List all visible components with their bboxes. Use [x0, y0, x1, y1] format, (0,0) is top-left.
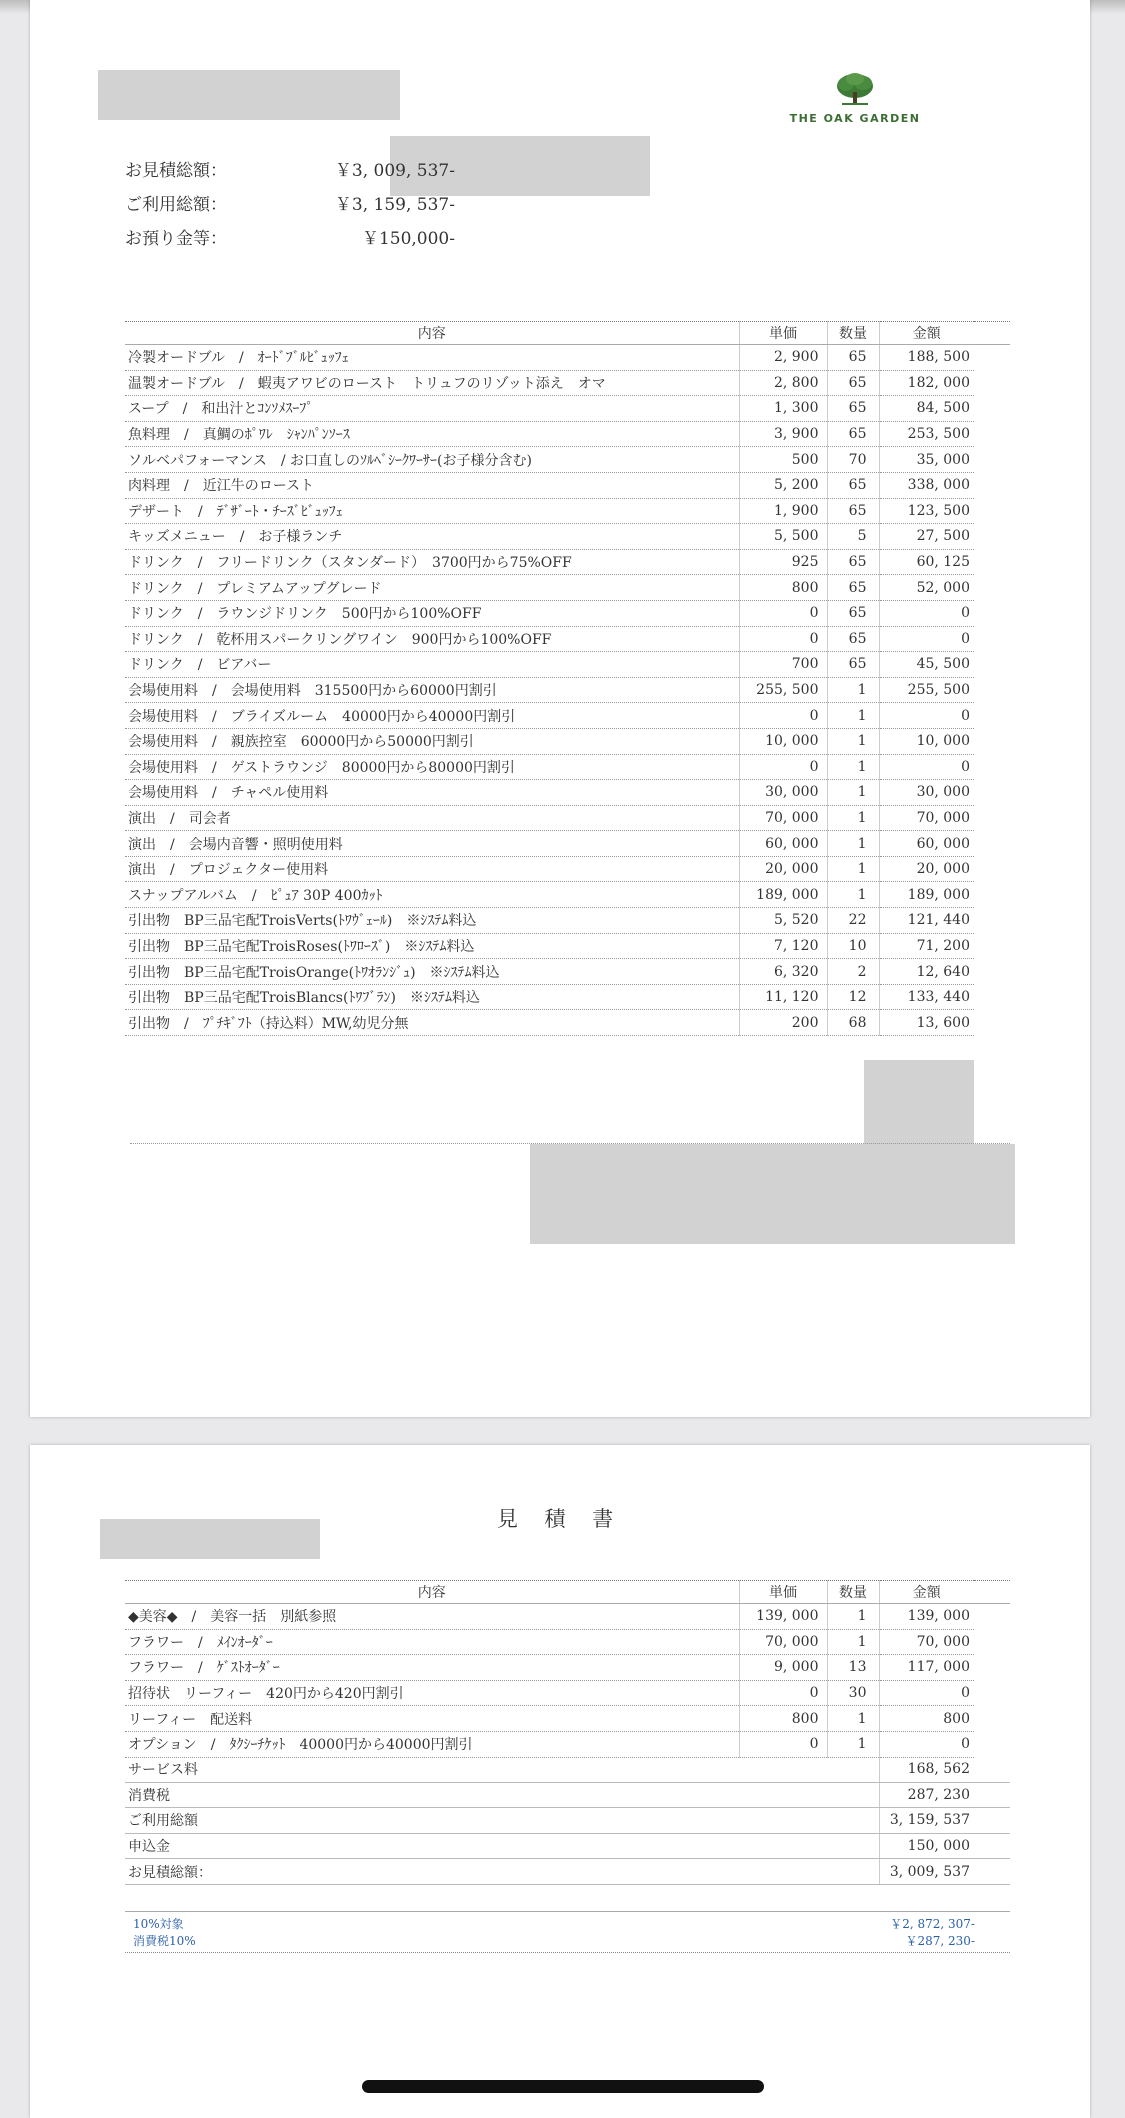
item-unit-price: 2, 900 [739, 345, 827, 371]
item-unit-price: 925 [739, 549, 827, 575]
item-amount: 13, 600 [879, 1010, 974, 1036]
table-row [125, 908, 1010, 934]
row-spacer [974, 1859, 1010, 1885]
item-quantity: 70 [827, 447, 879, 473]
item-quantity: 1 [827, 754, 879, 780]
item-content: フラワー / ｹﾞｽﾄｵｰﾀﾞｰ [125, 1655, 739, 1681]
table-row [125, 959, 1010, 985]
row-spacer [974, 549, 1010, 575]
item-quantity: 65 [827, 549, 879, 575]
row-spacer [974, 1757, 1010, 1782]
row-spacer [974, 1604, 1010, 1630]
item-amount: 52, 000 [879, 575, 974, 601]
item-content: 会場使用料 / 親族控室 60000円から50000円割引 [125, 728, 739, 754]
item-unit-price: 70, 000 [739, 805, 827, 831]
row-spacer [974, 1629, 1010, 1655]
item-amount: 71, 200 [879, 933, 974, 959]
table-header-row [125, 322, 1010, 345]
table-row [125, 370, 1010, 396]
table-row [125, 652, 1010, 678]
row-spacer [974, 959, 1010, 985]
tax-note-value: ￥2, 872, 307- [890, 1917, 975, 1931]
item-unit-price: 700 [739, 652, 827, 678]
item-content: 会場使用料 / ブライズルーム 40000円から40000円割引 [125, 703, 739, 729]
total-value: ￥3, 009, 537- [334, 161, 455, 181]
table-row [125, 549, 1010, 575]
redacted-block [100, 1519, 320, 1559]
item-amount: 60, 125 [879, 549, 974, 575]
row-spacer [974, 805, 1010, 831]
item-amount: 84, 500 [879, 396, 974, 422]
item-amount: 70, 000 [879, 805, 974, 831]
oak-tree-icon [834, 72, 876, 106]
item-content: 演出 / プロジェクター使用料 [125, 856, 739, 882]
item-amount: 182, 000 [879, 370, 974, 396]
item-amount: 27, 500 [879, 524, 974, 550]
row-spacer [974, 728, 1010, 754]
summary-row [125, 1859, 1010, 1885]
row-spacer [974, 1010, 1010, 1036]
redacted-block [864, 1060, 974, 1144]
item-amount: 10, 000 [879, 728, 974, 754]
header-unit-price: 単価 [739, 1581, 827, 1604]
item-content: ◆美容◆ / 美容一括 別紙参照 [125, 1604, 739, 1630]
item-unit-price: 1, 900 [739, 498, 827, 524]
row-spacer [974, 908, 1010, 934]
item-quantity: 65 [827, 421, 879, 447]
item-unit-price: 30, 000 [739, 780, 827, 806]
table-row [125, 396, 1010, 422]
table-row [125, 524, 1010, 550]
item-amount: 45, 500 [879, 652, 974, 678]
table-row [125, 933, 1010, 959]
table-row [125, 856, 1010, 882]
item-amount: 0 [879, 754, 974, 780]
item-unit-price: 800 [739, 1706, 827, 1732]
item-quantity: 1 [827, 805, 879, 831]
summary-value: 150, 000 [879, 1833, 974, 1859]
summary-row [125, 1833, 1010, 1859]
row-spacer [974, 370, 1010, 396]
table-row [125, 575, 1010, 601]
item-quantity: 1 [827, 831, 879, 857]
table-row [125, 984, 1010, 1010]
row-spacer [974, 447, 1010, 473]
item-content: リーフィー 配送料 [125, 1706, 739, 1732]
item-unit-price: 60, 000 [739, 831, 827, 857]
row-spacer [974, 933, 1010, 959]
item-content: デザート / ﾃﾞｻﾞｰﾄ・ﾁｰｽﾞﾋﾞｭｯﾌｪ [125, 498, 739, 524]
summary-value: 3, 159, 537 [879, 1808, 974, 1834]
item-amount: 121, 440 [879, 908, 974, 934]
table-row [125, 805, 1010, 831]
item-quantity: 1 [827, 1706, 879, 1732]
item-amount: 188, 500 [879, 345, 974, 371]
total-value: ￥3, 159, 537- [334, 195, 455, 215]
header-quantity: 数量 [827, 1581, 879, 1604]
logo-text: THE OAK GARDEN [789, 112, 921, 125]
item-amount: 253, 500 [879, 421, 974, 447]
item-content: 冷製オードブル / ｵｰﾄﾞﾌﾞﾙﾋﾞｭｯﾌｪ [125, 345, 739, 371]
item-content: 引出物 BP三品宅配TroisVerts(ﾄﾜｳﾞｪｰﾙ) ※ｼｽﾃﾑ料込 [125, 908, 739, 934]
item-unit-price: 70, 000 [739, 1629, 827, 1655]
item-unit-price: 0 [739, 626, 827, 652]
item-content: 会場使用料 / ゲストラウンジ 80000円から80000円割引 [125, 754, 739, 780]
item-content: 引出物 BP三品宅配TroisOrange(ﾄﾜｵﾗﾝｼﾞｭ) ※ｼｽﾃﾑ料込 [125, 959, 739, 985]
item-unit-price: 1, 300 [739, 396, 827, 422]
item-amount: 70, 000 [879, 1629, 974, 1655]
tax-note-label: 消費税10% [133, 1934, 196, 1948]
table-row [125, 1629, 1010, 1655]
summary-label: ご利用総額 [125, 1808, 879, 1834]
row-spacer [974, 882, 1010, 908]
item-content: オプション / ﾀｸｼｰﾁｹｯﾄ 40000円から40000円割引 [125, 1731, 739, 1757]
item-quantity: 10 [827, 933, 879, 959]
row-spacer [974, 472, 1010, 498]
item-quantity: 65 [827, 345, 879, 371]
item-unit-price: 255, 500 [739, 677, 827, 703]
row-spacer [974, 1706, 1010, 1732]
item-unit-price: 2, 800 [739, 370, 827, 396]
item-quantity: 1 [827, 1731, 879, 1757]
item-content: ドリンク / フリードリンク（スタンダード） 3700円から75%OFF [125, 549, 739, 575]
item-content: 会場使用料 / 会場使用料 315500円から60000円割引 [125, 677, 739, 703]
table-row [125, 1680, 1010, 1706]
summary-value: 168, 562 [879, 1757, 974, 1782]
item-content: 魚料理 / 真鯛のﾎﾟﾜﾚ ｼｬﾝﾊﾟﾝｿｰｽ [125, 421, 739, 447]
item-content: 演出 / 会場内音響・照明使用料 [125, 831, 739, 857]
total-estimate-row [125, 154, 455, 188]
row-spacer [974, 856, 1010, 882]
item-content: ドリンク / プレミアムアップグレード [125, 575, 739, 601]
summary-body [125, 1757, 1010, 1884]
table-row [125, 1010, 1010, 1036]
logo [785, 72, 925, 125]
item-amount: 0 [879, 703, 974, 729]
item-amount: 338, 000 [879, 472, 974, 498]
table-row [125, 728, 1010, 754]
item-quantity: 1 [827, 1604, 879, 1630]
table-row [125, 447, 1010, 473]
total-value: ￥150,000- [361, 229, 455, 249]
header-unit-price: 単価 [739, 322, 827, 345]
item-unit-price: 0 [739, 703, 827, 729]
row-spacer [974, 626, 1010, 652]
item-content: 温製オードブル / 蝦夷アワビのロースト トリュフのリゾット添え オマ [125, 370, 739, 396]
summary-row [125, 1808, 1010, 1834]
table-row [125, 345, 1010, 371]
table-row [125, 1731, 1010, 1757]
item-unit-price: 189, 000 [739, 882, 827, 908]
home-indicator[interactable] [362, 2080, 764, 2093]
item-content: 肉料理 / 近江牛のロースト [125, 472, 739, 498]
row-spacer [974, 1782, 1010, 1808]
row-spacer [974, 1655, 1010, 1681]
item-quantity: 65 [827, 652, 879, 678]
total-label: ご利用総額： [125, 195, 227, 215]
tax-note-row [125, 1933, 1010, 1950]
item-content: ドリンク / ラウンジドリンク 500円から100%OFF [125, 600, 739, 626]
item-quantity: 1 [827, 882, 879, 908]
item-quantity: 1 [827, 1629, 879, 1655]
totals-summary [125, 154, 455, 256]
item-unit-price: 800 [739, 575, 827, 601]
header-amount: 金額 [879, 322, 974, 345]
item-unit-price: 9, 000 [739, 1655, 827, 1681]
item-unit-price: 5, 520 [739, 908, 827, 934]
summary-value: 3, 009, 537 [879, 1859, 974, 1885]
item-unit-price: 5, 200 [739, 472, 827, 498]
item-amount: 117, 000 [879, 1655, 974, 1681]
item-quantity: 68 [827, 1010, 879, 1036]
item-amount: 189, 000 [879, 882, 974, 908]
item-unit-price: 6, 320 [739, 959, 827, 985]
item-quantity: 1 [827, 780, 879, 806]
header-content: 内容 [125, 1581, 739, 1604]
item-quantity: 1 [827, 728, 879, 754]
estimate-items-table-2 [125, 1580, 1010, 1758]
item-quantity: 30 [827, 1680, 879, 1706]
item-unit-price: 20, 000 [739, 856, 827, 882]
table-row [125, 677, 1010, 703]
row-spacer [974, 677, 1010, 703]
table-row [125, 882, 1010, 908]
tax-note-value: ￥287, 230- [905, 1934, 975, 1948]
item-content: ソルベパフォーマンス / お口直しのｿﾙﾍﾞｼｰｸﾜｰｻｰ(お子様分含む) [125, 447, 739, 473]
item-amount: 0 [879, 1680, 974, 1706]
row-spacer [974, 780, 1010, 806]
tax-note-row [125, 1916, 1010, 1933]
summary-label: お見積総額： [125, 1859, 879, 1885]
total-label: お預り金等： [125, 229, 227, 249]
table-row [125, 754, 1010, 780]
item-quantity: 65 [827, 600, 879, 626]
estimate-page-1 [30, 0, 1090, 1417]
tax-note [125, 1911, 1010, 1953]
total-label: お見積総額： [125, 161, 227, 181]
item-content: 引出物 BP三品宅配TroisRoses(ﾄﾜﾛｰｽﾞ) ※ｼｽﾃﾑ料込 [125, 933, 739, 959]
table-row [125, 1706, 1010, 1732]
item-unit-price: 0 [739, 1680, 827, 1706]
item-unit-price: 3, 900 [739, 421, 827, 447]
summary-table [125, 1757, 1010, 1885]
item-unit-price: 200 [739, 1010, 827, 1036]
total-usage-row [125, 188, 455, 222]
table-row [125, 1604, 1010, 1630]
table-row [125, 780, 1010, 806]
item-amount: 800 [879, 1706, 974, 1732]
item-amount: 0 [879, 1731, 974, 1757]
table-row [125, 600, 1010, 626]
summary-row [125, 1757, 1010, 1782]
row-spacer [974, 600, 1010, 626]
item-content: 会場使用料 / チャペル使用料 [125, 780, 739, 806]
row-spacer [974, 396, 1010, 422]
item-amount: 30, 000 [879, 780, 974, 806]
row-spacer [974, 831, 1010, 857]
item-quantity: 1 [827, 677, 879, 703]
row-spacer [974, 498, 1010, 524]
table-row [125, 703, 1010, 729]
item-unit-price: 0 [739, 754, 827, 780]
item-amount: 255, 500 [879, 677, 974, 703]
item-quantity: 65 [827, 472, 879, 498]
item-amount: 133, 440 [879, 984, 974, 1010]
item-amount: 139, 000 [879, 1604, 974, 1630]
row-spacer [974, 1833, 1010, 1859]
item-unit-price: 5, 500 [739, 524, 827, 550]
row-spacer [974, 703, 1010, 729]
item-content: 引出物 BP三品宅配TroisBlancs(ﾄﾜﾌﾞﾗﾝ) ※ｼｽﾃﾑ料込 [125, 984, 739, 1010]
item-content: キッズメニュー / お子様ランチ [125, 524, 739, 550]
redacted-block [98, 70, 400, 120]
item-quantity: 65 [827, 370, 879, 396]
item-quantity: 65 [827, 626, 879, 652]
tax-note-label: 10%対象 [133, 1917, 184, 1931]
header-amount: 金額 [879, 1581, 974, 1604]
item-quantity: 65 [827, 396, 879, 422]
item-unit-price: 0 [739, 600, 827, 626]
summary-label: 申込金 [125, 1833, 879, 1859]
item-amount: 12, 640 [879, 959, 974, 985]
item-quantity: 65 [827, 498, 879, 524]
item-content: ドリンク / ビアバー [125, 652, 739, 678]
item-amount: 0 [879, 626, 974, 652]
item-quantity: 1 [827, 856, 879, 882]
item-content: スナップアルバム / ﾋﾟｭｱ 30P 400ｶｯﾄ [125, 882, 739, 908]
table-header-row [125, 1581, 1010, 1604]
item-unit-price: 500 [739, 447, 827, 473]
row-spacer [974, 1731, 1010, 1757]
item-amount: 20, 000 [879, 856, 974, 882]
item-amount: 35, 000 [879, 447, 974, 473]
header-content: 内容 [125, 322, 739, 345]
header-quantity: 数量 [827, 322, 879, 345]
estimate-items-table [125, 321, 1010, 1036]
row-spacer [974, 575, 1010, 601]
item-quantity: 65 [827, 575, 879, 601]
item-quantity: 2 [827, 959, 879, 985]
item-content: フラワー / ﾒｲﾝｵｰﾀﾞｰ [125, 1629, 739, 1655]
document-title: 見 積 書 [496, 1507, 624, 1531]
row-spacer [974, 524, 1010, 550]
item-amount: 123, 500 [879, 498, 974, 524]
table-row [125, 1655, 1010, 1681]
item-content: 招待状 リーフィー 420円から420円割引 [125, 1680, 739, 1706]
item-unit-price: 11, 120 [739, 984, 827, 1010]
summary-label: 消費税 [125, 1782, 879, 1808]
header-spacer [974, 1581, 1010, 1604]
item-quantity: 1 [827, 703, 879, 729]
table-row [125, 831, 1010, 857]
summary-value: 287, 230 [879, 1782, 974, 1808]
item-unit-price: 10, 000 [739, 728, 827, 754]
redacted-block [530, 1144, 1015, 1244]
row-spacer [974, 652, 1010, 678]
row-spacer [974, 984, 1010, 1010]
item-content: スープ / 和出汁とｺﾝｿﾒｽｰﾌﾟ [125, 396, 739, 422]
items-body [125, 345, 1010, 1036]
summary-label: サービス料 [125, 1757, 879, 1782]
table-row [125, 421, 1010, 447]
item-quantity: 22 [827, 908, 879, 934]
item-amount: 60, 000 [879, 831, 974, 857]
table-row [125, 498, 1010, 524]
item-content: ドリンク / 乾杯用スパークリングワイン 900円から100%OFF [125, 626, 739, 652]
row-spacer [974, 754, 1010, 780]
item-amount: 0 [879, 600, 974, 626]
item-unit-price: 0 [739, 1731, 827, 1757]
row-spacer [974, 1808, 1010, 1834]
table-row [125, 472, 1010, 498]
item-unit-price: 7, 120 [739, 933, 827, 959]
item-content: 引出物 / ﾌﾟﾁｷﾞﾌﾄ（持込料）MW,幼児分無 [125, 1010, 739, 1036]
row-spacer [974, 345, 1010, 371]
deposit-row [125, 222, 455, 256]
item-unit-price: 139, 000 [739, 1604, 827, 1630]
header-spacer [974, 322, 1010, 345]
table-row [125, 626, 1010, 652]
item-content: 演出 / 司会者 [125, 805, 739, 831]
item-quantity: 12 [827, 984, 879, 1010]
item-quantity: 5 [827, 524, 879, 550]
row-spacer [974, 1680, 1010, 1706]
row-spacer [974, 421, 1010, 447]
summary-row [125, 1782, 1010, 1808]
item-quantity: 13 [827, 1655, 879, 1681]
items-body [125, 1604, 1010, 1758]
estimate-page-2 [30, 1445, 1090, 2118]
